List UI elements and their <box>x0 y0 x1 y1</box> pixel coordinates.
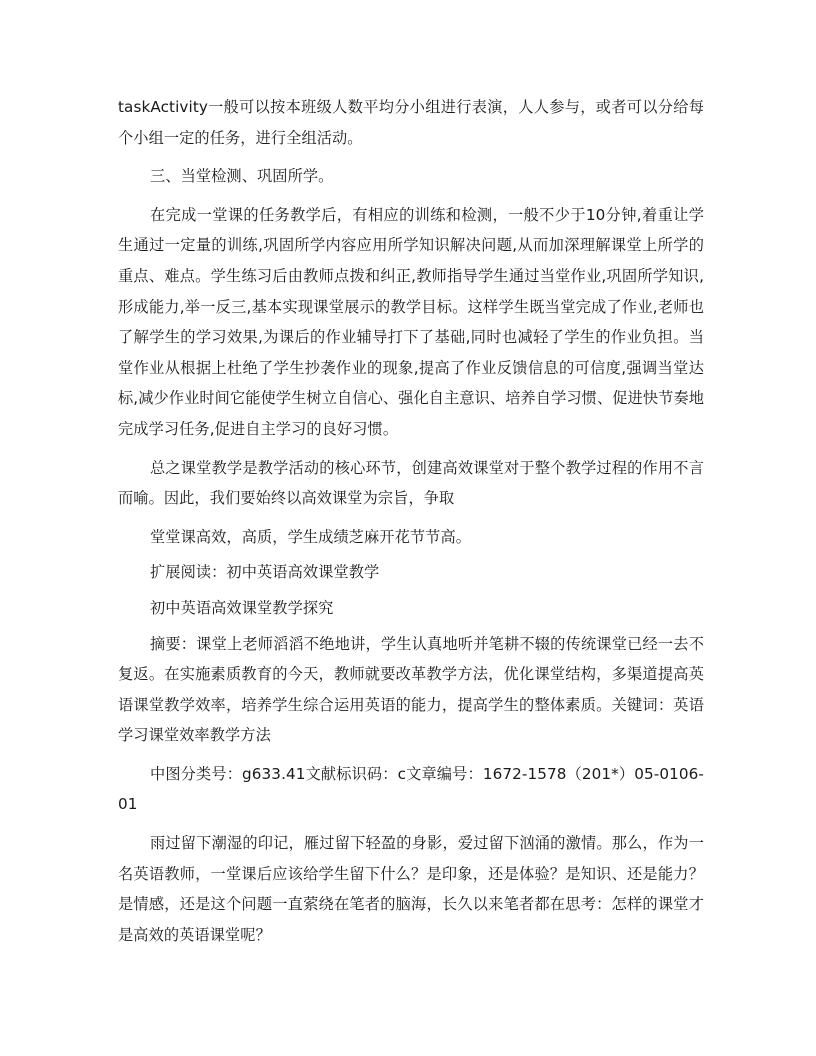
paragraph-summary-continued: 堂堂课高效，高质，学生成绩芝麻开花节节高。 <box>150 527 472 546</box>
paragraph-summary: 总之课堂教学是教学活动的核心环节，创建高效课堂对于整个教学过程的作用不言而喻。因此，我们要始终以高效课堂为宗旨，争取 <box>118 458 704 508</box>
abstract-paragraph: 摘要：课堂上老师滔滔不绝地讲，学生认真地听并笔耕不辍的传统课堂已经一去不复返。在实施素质教育的今天，教师就要改革教学方法，优化课堂结构，多渠道提高英语课堂教学效率，培养学生综合运用英语的能力，提高学生的整体素质。关键词：英语学习课堂效率教学方法 <box>118 634 704 745</box>
section-heading-3: 三、当堂检测、巩固所学。 <box>150 167 334 186</box>
document-body <box>118 92 704 950</box>
paragraph-task-activity: taskActivity一般可以按本班级人数平均分小组进行表演，人人参与，或者可以分给每个小组一定的任务，进行全组活动。 <box>118 98 704 147</box>
paragraph-classroom-testing: 在完成一堂课的任务教学后，有相应的训练和检测，一般不少于10分钟,着重让学生通过一定量的训练,巩固所学内容应用所学知识解决问题,从而加深理解课堂上所学的重点、难点。学生练习后由教师点拨和纠正,教师指导学生通过当堂作业,巩固所学知识,形成能力,举一反三,基本实现课堂展示的教学目标。这样学生既当堂完成了作业,老师也了解学生的学习效果,为课后的作业辅导打下了基础,同时也减轻了学生的作业负担。当堂作业从根据上杜绝了学生抄袭作业的现象,提高了作业反馈信息的可信度,强调当堂达标,减少作业时间它能使学生树立自信心、强化自主意识、培养自学习惯、促进快节奏地完成学习任务,促进自主学习的良好习惯。 <box>118 205 704 438</box>
extended-reading-label: 扩展阅读：初中英语高效课堂教学 <box>150 563 380 582</box>
article-title: 初中英语高效课堂教学探究 <box>150 598 334 617</box>
intro-paragraph: 雨过留下潮湿的印记，雁过留下轻盈的身影，爱过留下汹涌的激情。那么，作为一名英语教师，一堂课后应该给学生留下什么？是印象，还是体验？是知识、还是能力？是情感，还是这个问题一直萦绕在笔者的脑海，长久以来笔者都在思考：怎样的课堂才是高效的英语课堂呢？ <box>118 834 704 944</box>
classification-info: 中图分类号：g633.41文献标识码：c文章编号：1672-1578（201*）05-0106-01 <box>118 764 704 814</box>
